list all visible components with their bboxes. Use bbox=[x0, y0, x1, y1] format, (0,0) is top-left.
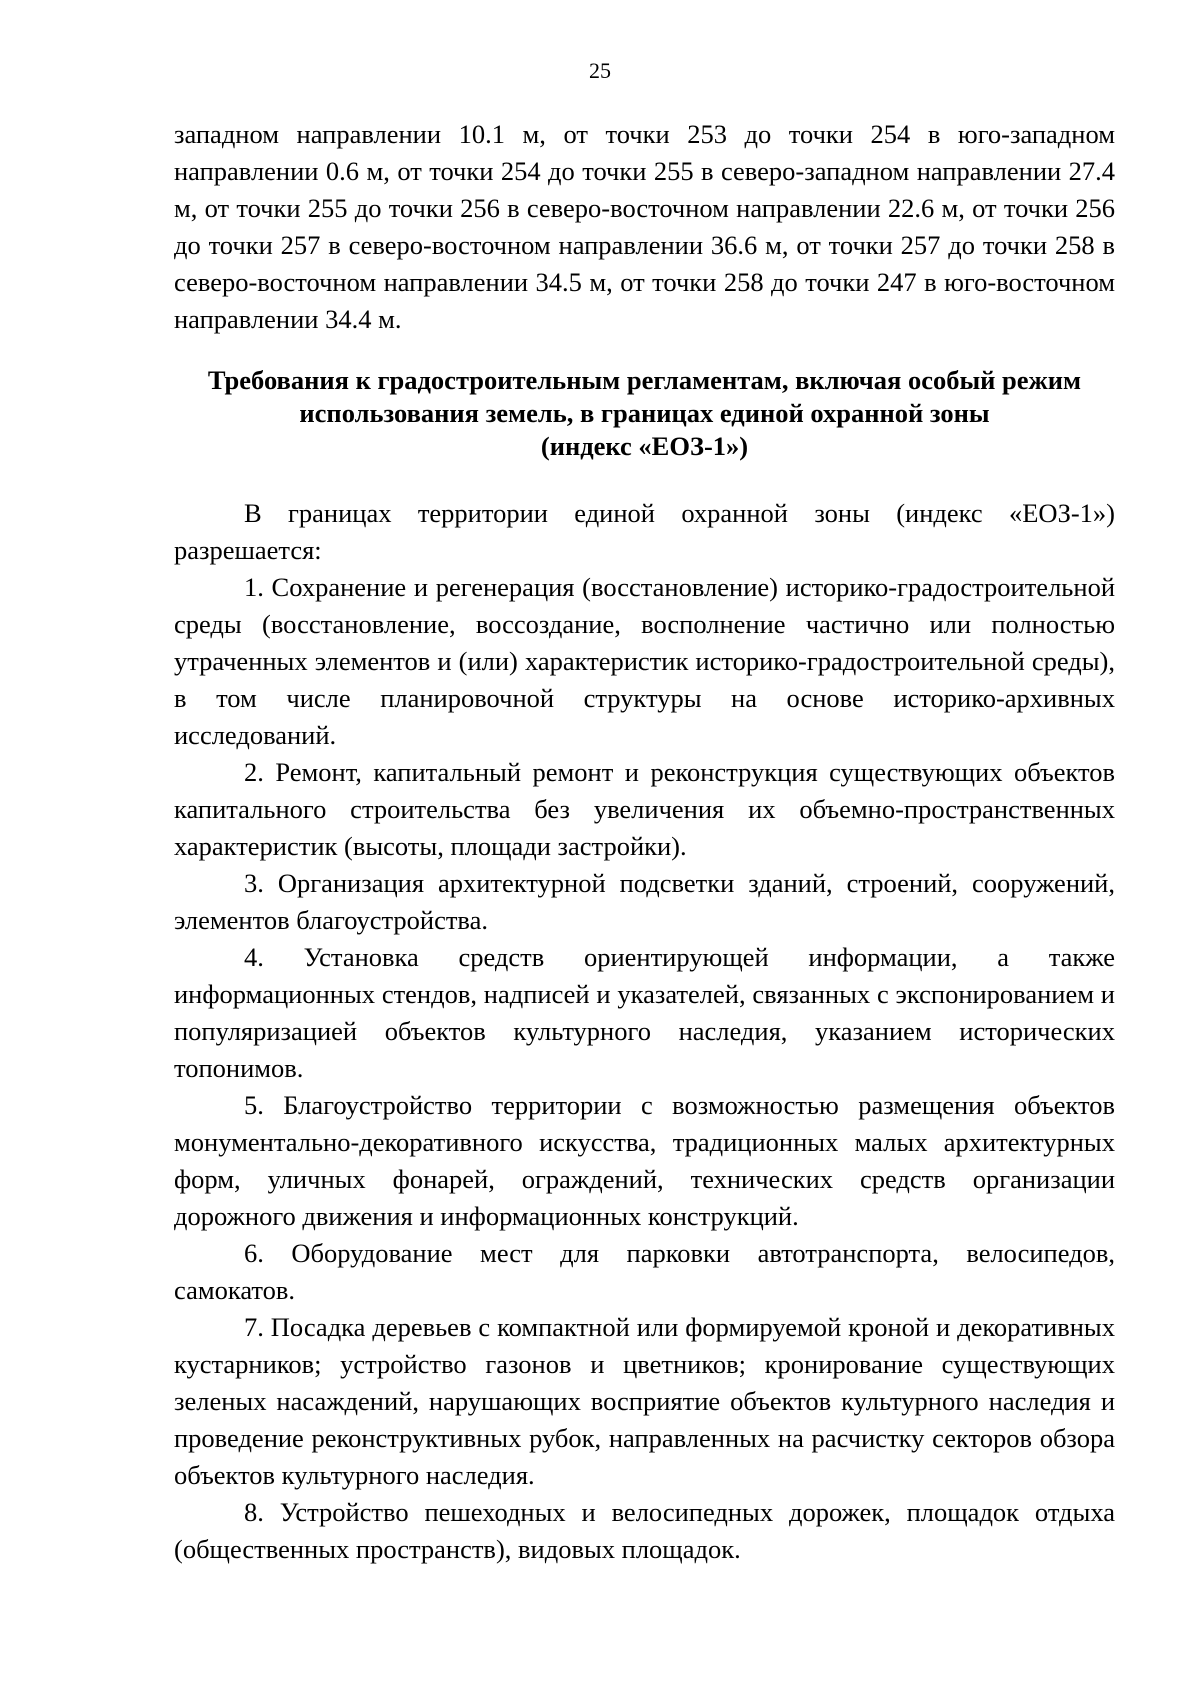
lead-paragraph: В границах территории единой охранной зоны (индекс «ЕОЗ-1») разрешается: bbox=[174, 498, 1115, 565]
document-content bbox=[174, 116, 1115, 1568]
section-heading-line-1: Требования к градостроительным регламентам, включая особый режим bbox=[207, 365, 1082, 395]
requirements-body bbox=[174, 495, 1115, 1568]
list-item: 1. Сохранение и регенерация (восстановление) историко-градостроительной среды (восстановление, воссоздание, восполнение частично или полностью утраченных элементов и (или) характеристик историко-градостроительной среды), в том числе планировочной структуры на основе историко-архивных исследований. bbox=[174, 572, 1115, 750]
list-item: 7. Посадка деревьев с компактной или формируемой кроной и декоративных кустарников; устройство газонов и цветников; кронирование существующих зеленых насаждений, нарушающих восприятие объектов культурного наследия и проведение реконструктивных рубок, направленных на расчистку секторов обзора объектов культурного наследия. bbox=[174, 1312, 1115, 1490]
list-item: 2. Ремонт, капитальный ремонт и реконструкция существующих объектов капитального строительства без увеличения их объемно-пространственных характеристик (высоты, площади застройки). bbox=[174, 757, 1115, 861]
section-heading-line-2: использования земель, в границах единой охранной зоны bbox=[299, 398, 990, 428]
section-heading-line-3: (индекс «ЕОЗ-1») bbox=[540, 431, 749, 461]
page-number: 25 bbox=[589, 58, 611, 83]
list-item: 4. Установка средств ориентирующей информации, а также информационных стендов, надписей и указателей, связанных с экспонированием и популяризацией объектов культурного наследия, указанием исторических топонимов. bbox=[174, 942, 1115, 1083]
list-item: 3. Организация архитектурной подсветки зданий, строений, сооружений, элементов благоустройства. bbox=[174, 868, 1115, 935]
list-item: 5. Благоустройство территории с возможностью размещения объектов монументально-декоративного искусства, традиционных малых архитектурных форм, уличных фонарей, ограждений, технических средств организации дорожного движения и информационных конструкций. bbox=[174, 1090, 1115, 1231]
list-item: 6. Оборудование мест для парковки автотранспорта, велосипедов, самокатов. bbox=[174, 1238, 1115, 1305]
list-item: 8. Устройство пешеходных и велосипедных дорожек, площадок отдыха (общественных пространств), видовых площадок. bbox=[174, 1497, 1115, 1564]
section-heading bbox=[174, 364, 1115, 463]
intro-paragraph: западном направлении 10.1 м, от точки 253 до точки 254 в юго-западном направлении 0.6 м, от точки 254 до точки 255 в северо-западном направлении 27.4 м, от точки 255 до точки 256 в северо-восточном направлении 22.6 м, от точки 256 до точки 257 в северо-восточном направлении 36.6 м, от точки 257 до точки 258 в северо-восточном направлении 34.5 м, от точки 258 до точки 247 в юго-восточном направлении 34.4 м. bbox=[174, 119, 1115, 334]
